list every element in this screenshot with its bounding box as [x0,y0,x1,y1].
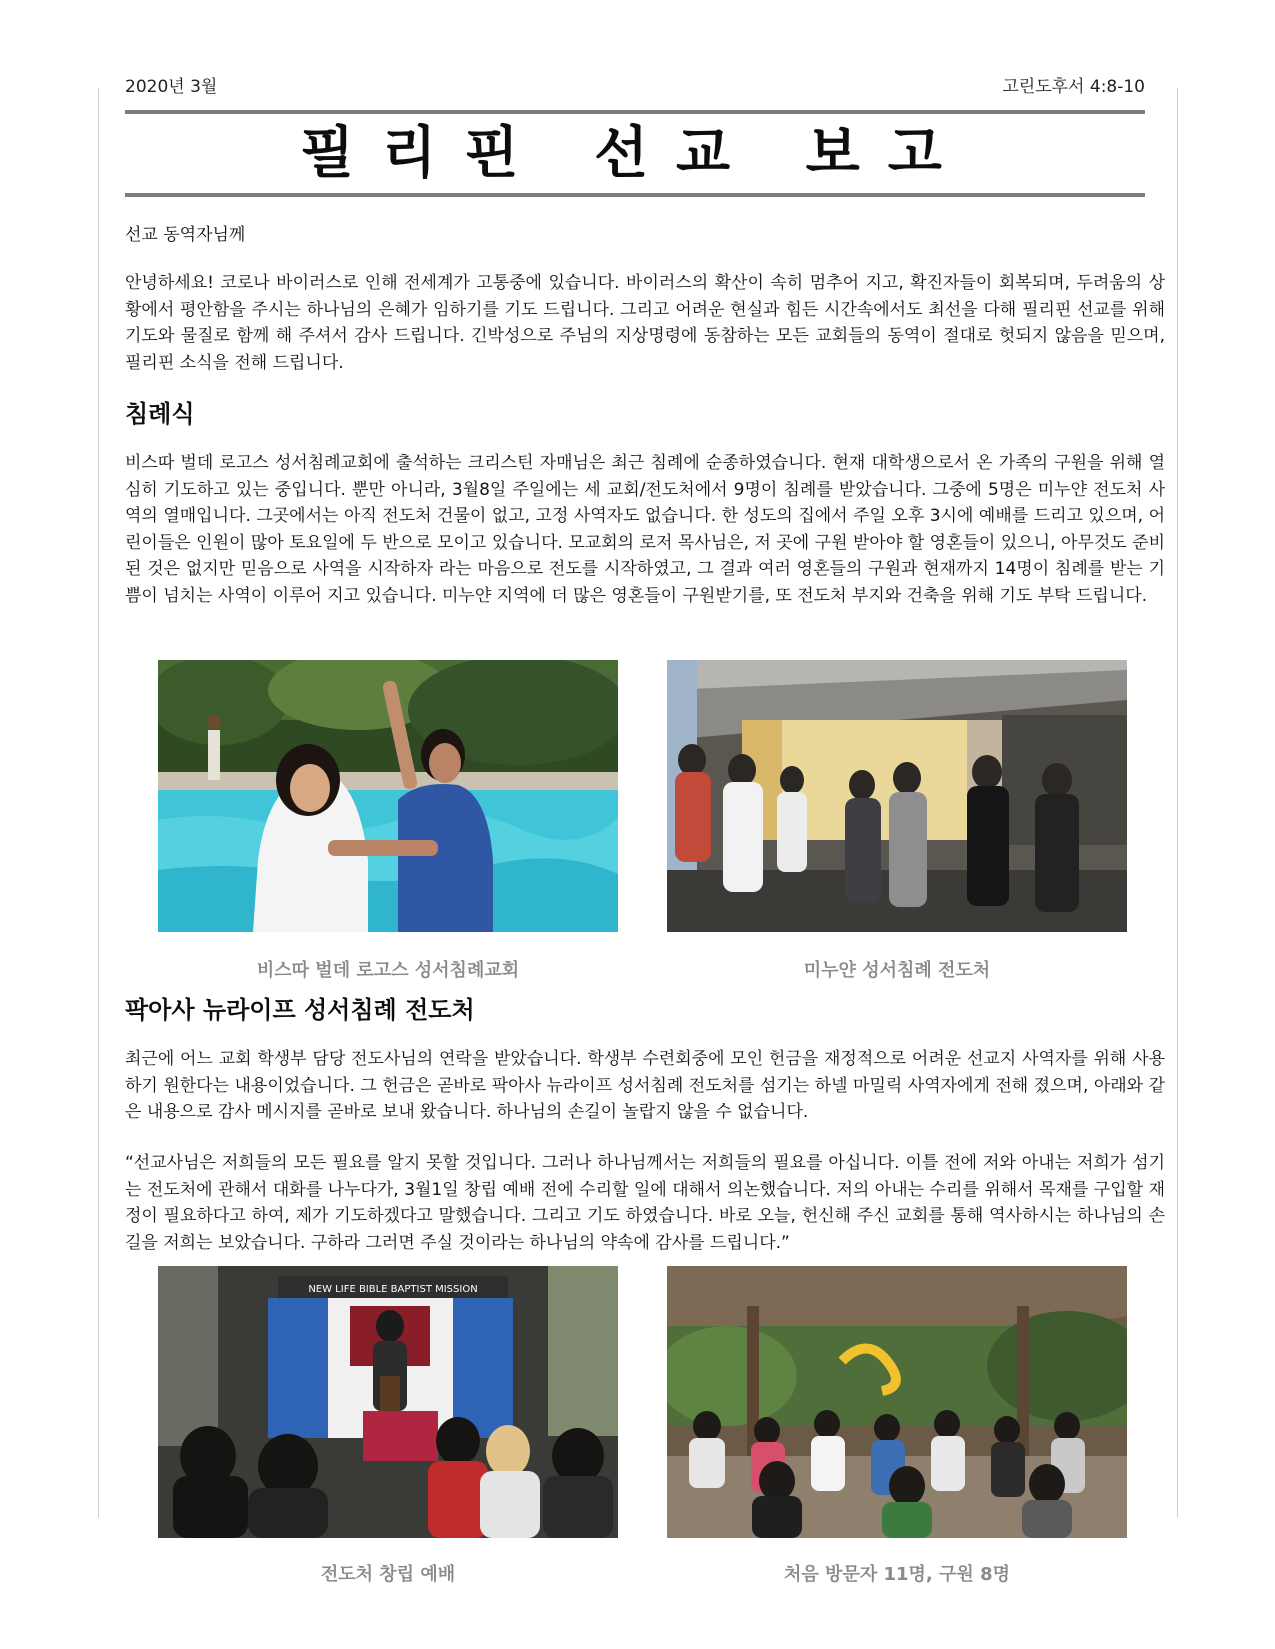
page-header [125,70,1145,96]
caption-founding-service: 전도처 창립 예배 [320,1564,456,1585]
issue-date: 2020년 3월 [125,77,218,97]
caption-vista-verde-church: 비스따 벌데 로고스 성서침례교회 [256,960,520,981]
mission-banner-text: NEW LIFE BIBLE BAPTIST MISSION [308,1284,478,1295]
section-heading-baptism: 침례식 [125,399,195,428]
photo-pool-baptism [158,660,618,932]
section-heading-new-life: 팍아사 뉴라이프 성서침례 전도처 [125,995,475,1024]
caption-visitors-count: 처음 방문자 11명, 구원 8명 [784,1564,1010,1585]
right-margin-line [1177,88,1178,1518]
left-margin-line [98,88,99,1518]
photo-minuyan-service [667,660,1127,932]
new-life-paragraph: 최근에 어느 교회 학생부 담당 전도사님의 연락을 받았습니다. 학생부 수련회중에 모인 헌금을 재정적으로 어려운 선교지 사역자를 위해 사용하기 원한다는 내용이었습니다. 그 헌금은 곧바로 팍아사 뉴라이프 성서침례 전도처를 섬기는 하넬 마밀릭 사역자에게 전해 졌으며, 아래와 같은 내용으로 감사 메시지를 곧바로 보내 왔습니다. 하나님의 손길이 놀랍지 않을 수 없습니다. [125,1049,1165,1122]
greeting: 선교 동역자님께 [125,225,246,245]
title-rule-bottom [125,193,1145,197]
caption-minuyan-outreach: 미누얀 성서침례 전도처 [803,960,991,981]
intro-paragraph: 안녕하세요! 코로나 바이러스로 인해 전세계가 고통중에 있습니다. 바이러스의 확산이 속히 멈추어 지고, 확진자들이 회복되며, 두려움의 상황에서 평안함을 주시는 하나님의 은혜가 임하기를 기도 드립니다. 그리고 어려운 현실과 힘든 시간속에서도 최선을 다해 필리핀 선교를 위해 기도와 물질로 함께 해 주셔서 감사 드립니다. 긴박성으로 주님의 지상명령에 동참하는 모든 교회들의 동역이 절대로 헛되지 않음을 믿으며, 필리핀 소식을 전해 드립니다. [125,273,1165,373]
scripture-reference: 고린도후서 4:8-10 [1002,77,1145,97]
photo-outdoor-gathering [667,1266,1127,1538]
page-title: 필리핀 선교 보고 [300,121,970,186]
photo-founding-service [158,1266,618,1538]
thank-you-quote: “선교사님은 저희들의 모든 필요를 알지 못할 것입니다. 그러나 하나님께서는 저희들의 필요를 아십니다. 이틀 전에 저와 아내는 저희가 섬기는 전도처에 관해서 대화를 나누다가, 3월1일 창립 예배 전에 수리할 일에 대해서 의논했습니다. 저의 아내는 수리를 위해서 목재를 구입할 재정이 필요하다고 하여, 제가 기도하겠다고 말했습니다. 그리고 기도 하였습니다. 바로 오늘, 헌신해 주신 교회를 통해 역사하시는 하나님의 손길을 저희는 보았습니다. 구하라 그러면 주실 것이라는 하나님의 약속에 감사를 드립니다.” [125,1153,1165,1253]
title-rule-top [125,110,1145,114]
baptism-paragraph: 비스따 벌데 로고스 성서침례교회에 출석하는 크리스틴 자매님은 최근 침례에 순종하였습니다. 현재 대학생으로서 온 가족의 구원을 위해 열심히 기도하고 있는 중입니다. 뿐만 아니라, 3월8일 주일에는 세 교회/전도처에서 9명이 침례를 받았습니다. 그중에 5명은 미누얀 전도처 사역의 열매입니다. 그곳에서는 아직 전도처 건물이 없고, 고정 사역자도 없습니다. 한 성도의 집에서 주일 오후 3시에 예배를 드리고 있으며, 어린이들은 인원이 많아 토요일에 두 반으로 모이고 있습니다. 모교회의 로저 목사님은, 저 곳에 구원 받아야 할 영혼들이 있으니, 아무것도 준비 된 것은 없지만 믿음으로 사역을 시작하자 라는 마음으로 전도를 시작하였고, 그 결과 여러 영혼들의 구원과 현재까지 14명이 침례를 받는 기쁨이 넘치는 사역이 이루어 지고 있습니다. 미누얀 지역에 더 많은 영혼들이 구원받기를, 또 전도처 부지와 건축을 위해 기도 부탁 드립니다. [125,453,1165,606]
